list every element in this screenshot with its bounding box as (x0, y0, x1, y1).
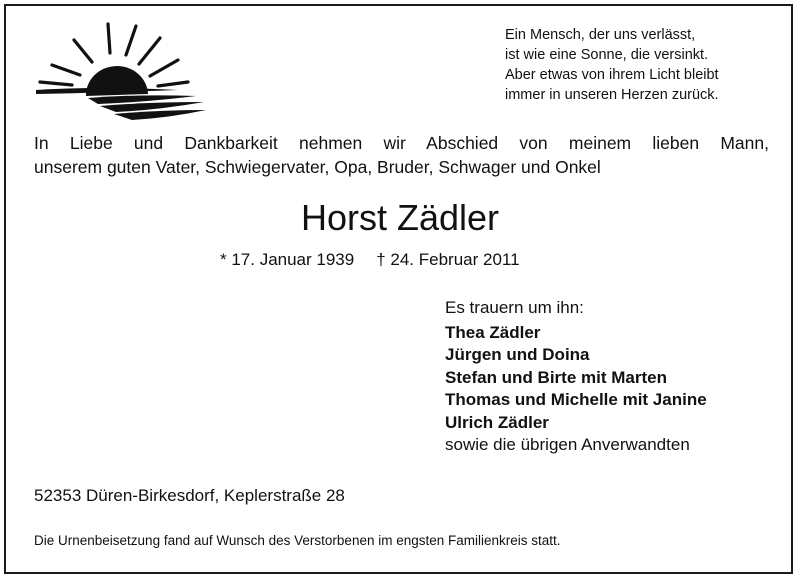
birth-date: * 17. Januar 1939 (220, 250, 355, 269)
sunset-icon (28, 20, 208, 125)
quote-line: ist wie eine Sonne, die versinkt. (505, 47, 709, 63)
farewell-line-1: In Liebe und Dankbarkeit nehmen wir Abschied von meinem lieben Mann, (34, 133, 769, 153)
farewell-line-2: unserem guten Vater, Schwiegervater, Opa, Bruder, Schwager und Onkel (34, 157, 601, 177)
mourners-heading: Es trauern um ihn: (445, 298, 584, 317)
mourners-closing: sowie die übrigen Anverwandten (445, 435, 690, 454)
memorial-quote (505, 25, 785, 105)
quote-line: Aber etwas von ihrem Licht bleibt (505, 67, 719, 83)
burial-note: Die Urnenbeisetzung fand auf Wunsch des Verstorbenen im engsten Familienkreis statt. (34, 533, 561, 548)
quote-line: immer in unseren Herzen zurück. (505, 87, 719, 103)
deceased-name: Horst Zädler (300, 197, 500, 238)
mourners-list (445, 297, 707, 457)
quote-line: Ein Mensch, der uns verlässt, (505, 27, 696, 43)
mourner-name: Thea Zädler (445, 322, 541, 342)
address: 52353 Düren-Birkesdorf, Keplerstraße 28 (34, 486, 345, 505)
mourner-name: Thomas und Michelle mit Janine (445, 390, 707, 409)
mourner-name: Jürgen und Doina (445, 345, 590, 364)
mourner-name: Stefan und Birte mit Marten (445, 367, 667, 387)
death-date: † 24. Februar 2011 (376, 250, 520, 269)
mourner-name: Ulrich Zädler (445, 412, 549, 432)
farewell-text (34, 131, 769, 179)
life-dates (220, 249, 520, 271)
